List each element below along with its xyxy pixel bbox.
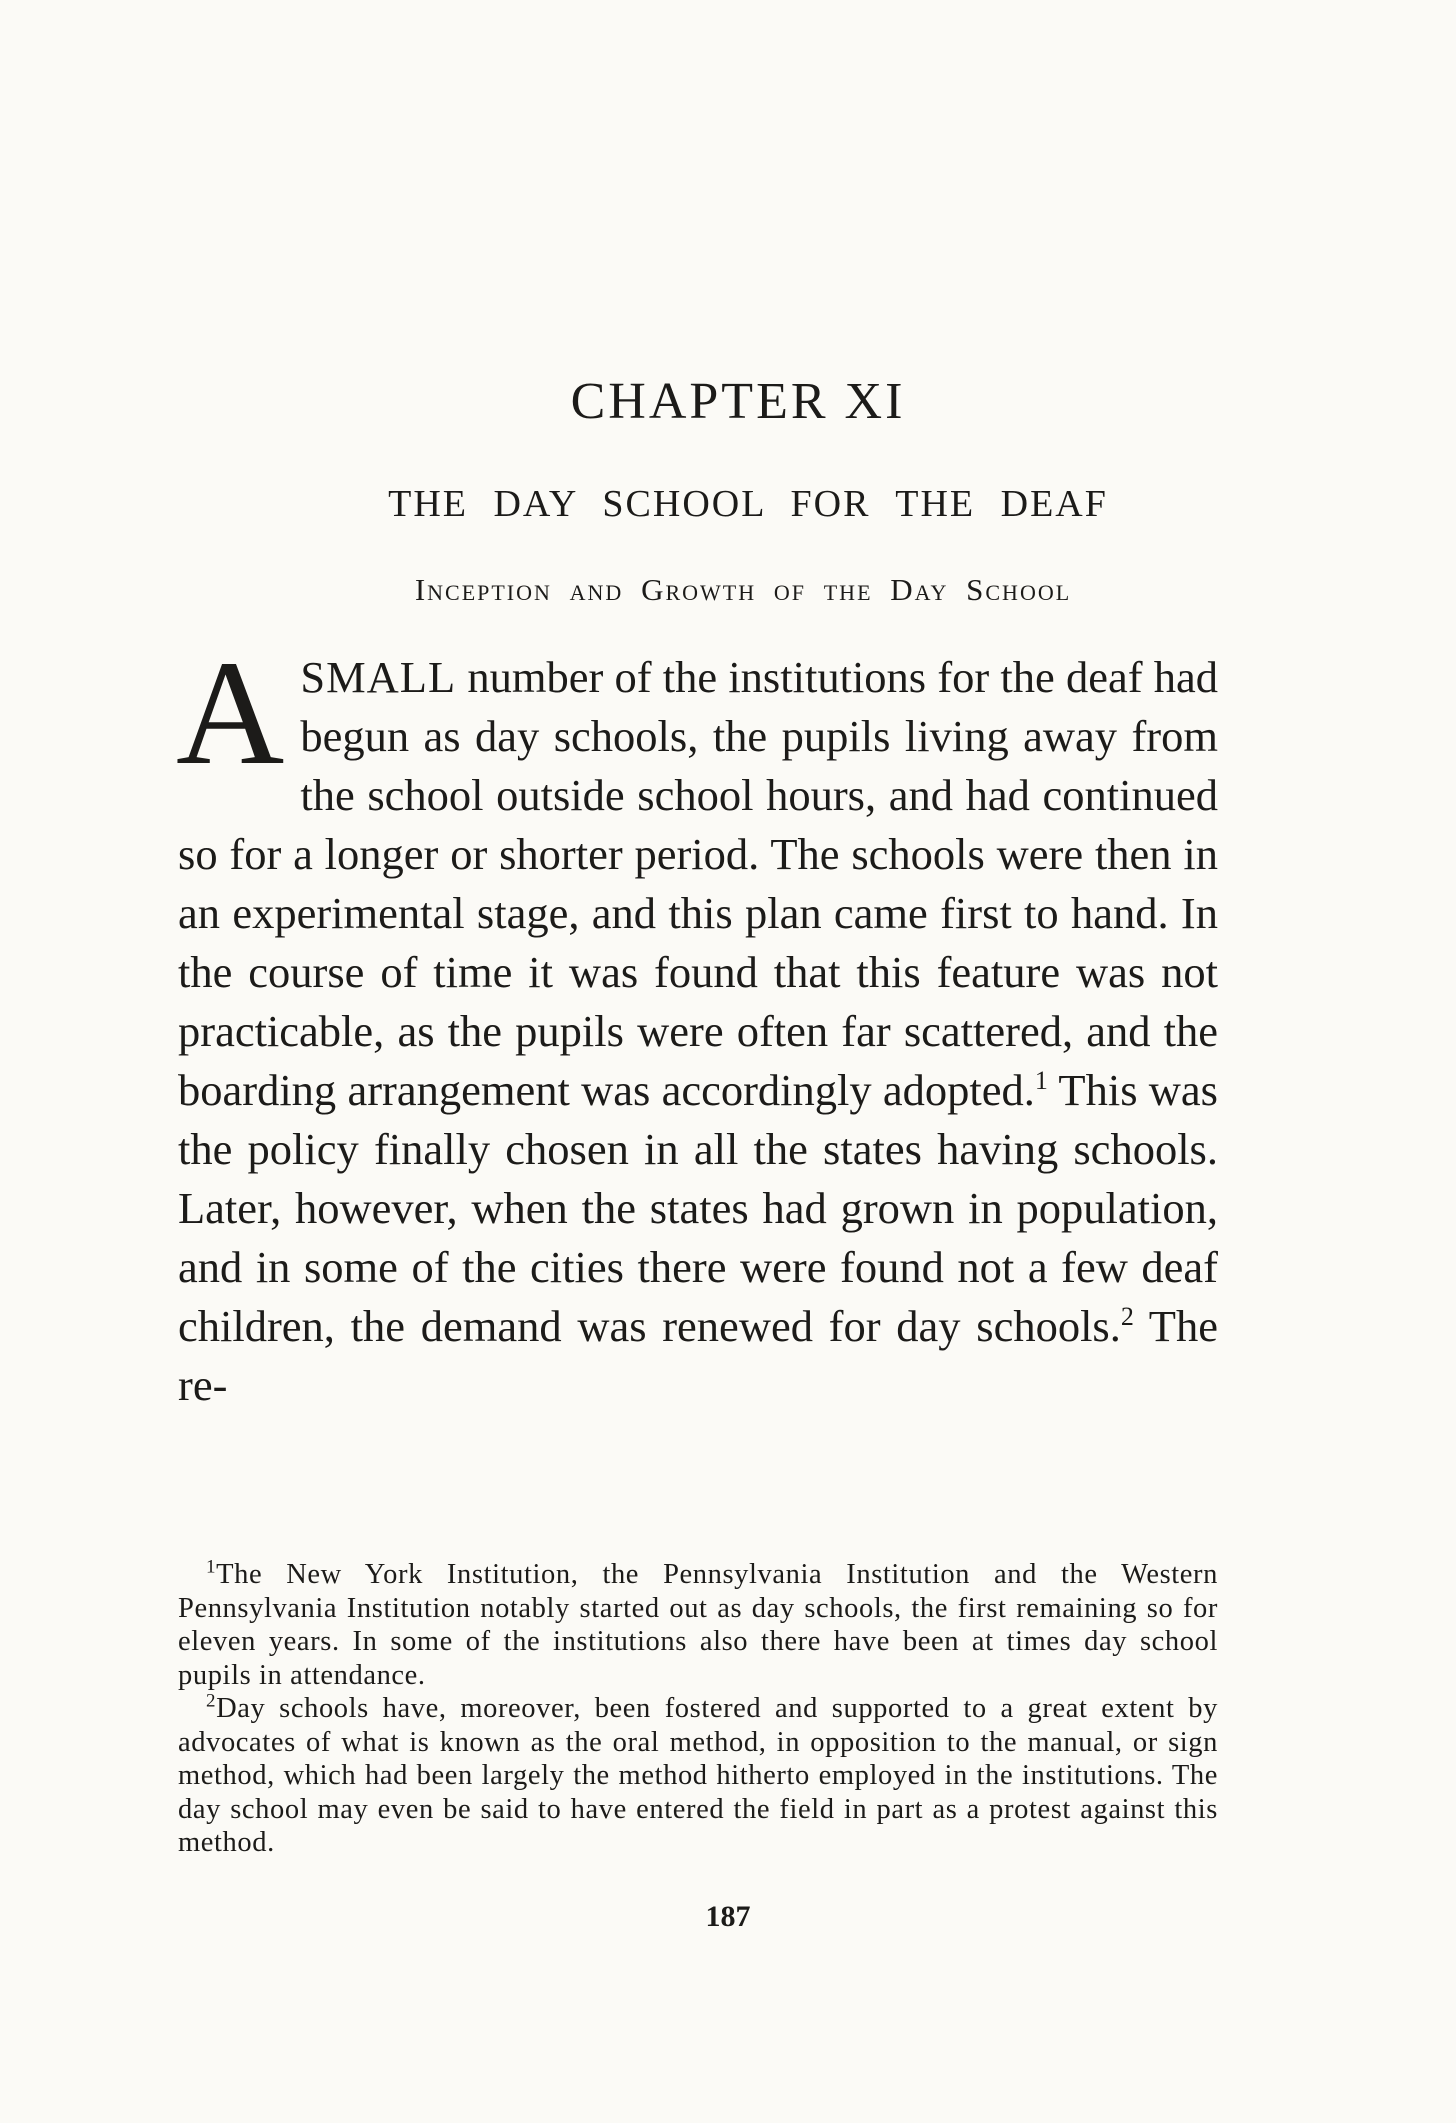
footnote-text: The New York Institution, the Pennsylvania Institution and the Western Pennsylvania Institution notably started out as day schools, the first remaining so for eleven years. In some of the institutions also there have been at times day school pupils in attendance. bbox=[178, 1559, 1218, 1691]
body-text-part: number of the institutions for the deaf had begun as day schools, the pupils living away from the school outside school hours, and had continued so for a longer or shorter period. The schools were then in an experimental stage, and this plan came first to hand. In the course of time it was found that this feature was not practicable, as the pupils were often far scattered, and the boarding arrangement was accordingly adopted. bbox=[178, 652, 1218, 1115]
body-text-part: The re- bbox=[178, 1301, 1218, 1410]
footnote-mark: 2 bbox=[206, 1690, 217, 1712]
footnote-reference[interactable]: 1 bbox=[1034, 1066, 1048, 1096]
drop-cap: A bbox=[176, 630, 285, 796]
section-heading: Inception and Growth of the Day School bbox=[414, 572, 1072, 607]
footnotes bbox=[178, 1558, 1218, 1860]
body-text-part: This was the policy finally chosen in all the states having schools. Later, however, when the states had grown in population, and in some of the cities there were found not a few deaf children, the demand was renewed for day schools. bbox=[178, 1065, 1218, 1351]
footnote bbox=[178, 1558, 1218, 1692]
chapter-title: CHAPTER XI bbox=[570, 373, 906, 430]
page-number: 187 bbox=[705, 1900, 751, 1933]
footnote-mark: 1 bbox=[206, 1556, 217, 1578]
body-paragraph bbox=[176, 630, 1218, 1415]
footnote-reference[interactable]: 2 bbox=[1120, 1302, 1134, 1332]
footnote-text: Day schools have, moreover, been fostered and supported to a great extent by advocates of what is known as the oral method, in opposition to the manual, or sign method, which had been largely the method hitherto employed in the institutions. The day school may even be said to have entered the field in part as a protest against this method. bbox=[178, 1693, 1218, 1858]
chapter-subtitle: THE DAY SCHOOL FOR THE DEAF bbox=[388, 483, 1108, 525]
footnote bbox=[178, 1692, 1218, 1860]
lead-word: SMALL bbox=[300, 652, 457, 702]
